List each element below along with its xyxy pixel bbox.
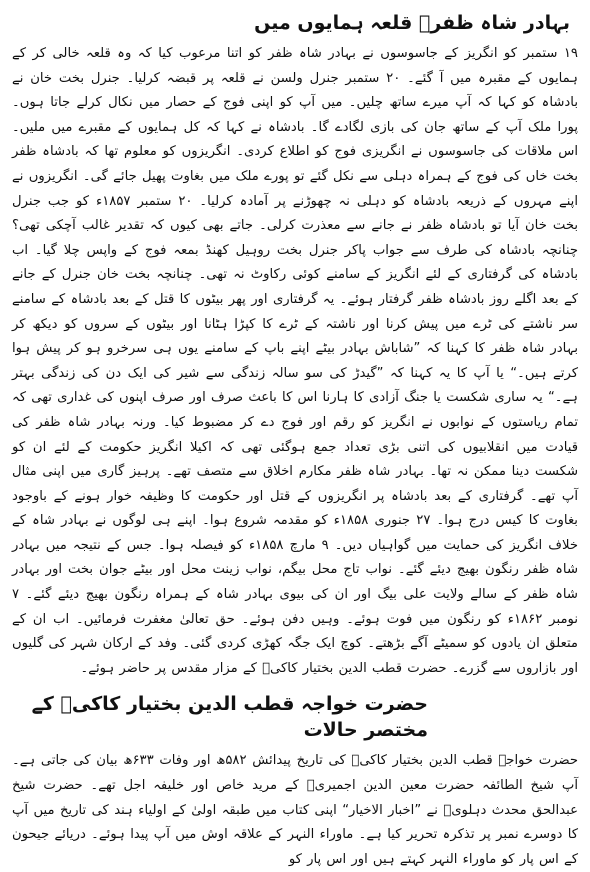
paragraph-qutbuddin: حضرت خواجہ قطب الدین بختیار کاکیؒ کی تاریخ پیدائش ۵۸۲ھ اور وفات ۶۳۳ھ بیان کی جاتی ہے۔ آپ شیخ الطائفہ حضرت معین الدین اجمیریؒ کے مرید خاص اور خلیفہ اجل تھے۔ حضرت شیخ عبدالحق محدث دہلویؒ نے ”اخبار الاخیار“ اپنی کتاب میں طبقہ اولیٰ کے اولیاء ہند کی تاریخ میں آپ کا دوسرے نمبر پر تذکرہ تحریر کیا ہے۔ ماوراء النہر کے علاقہ اوش میں آپ پیدا ہوئے۔ دریائے جیحون کے اس پار کو ماوراء النہر کہتے ہیں اور اس پار کو	[12, 753, 578, 867]
section-heading-qutbuddin: حضرت خواجہ قطب الدین بختیار کاکیؒ کے مختصر حالات	[31, 693, 428, 742]
paragraph-bahadur-shah: ۱۹ ستمبر کو انگریز کے جاسوسوں نے بہادر شاہ ظفر کو اتنا مرعوب کیا کہ وہ قلعہ خالی کر کے ہمایوں کے مقبرہ میں آ گئے۔ ۲۰ ستمبر جنرل ولسن نے قلعہ پر قبضہ کرلیا۔ جنرل بخت خان نے بادشاہ کو کہا کہ آپ میرے ساتھ چلیں۔ میں آپ کو اپنی فوج کے حصار میں نکال کرلے جاتا ہوں۔ پورا ملک آپ کے ساتھ جان کی بازی لگادے گا۔ بادشاہ نے کہا کہ کل ہمایوں کے مقبرے میں ملیں۔ اس ملاقات کی جاسوسوں نے انگریزی فوج کو اطلاع کردی۔ انگریزوں کو معلوم تھا کہ بادشاہ ظفر بخت خاں کی فوج کے ہمراہ دہلی سے نکل گئے تو پورے ملک میں بغاوت پھیل جائے گی۔ انگریزوں نے اپنے مہروں کے ذریعہ بادشاہ کو دہلی نہ چھوڑنے پر آمادہ کرلیا۔ ۲۰ ستمبر ۱۸۵۷ء کو جب جنرل بخت خان آیا تو بادشاہ ظفر نے جانے سے معذرت کرلی۔ جاتے بھی کیوں کہ تقدیر غالب آچکی تھی؟ چنانچہ بادشاہ کی طرف سے جواب پاکر جنرل بخت روہیل کھنڈ بمعہ فوج کے واپس چلا گیا۔ اب بادشاہ کی گرفتاری کے لئے انگریز کے سامنے کوئی رکاوٹ نہ تھی۔ چنانچہ بخت خان جنرل کے جانے کے بعد اگلے روز بادشاہ ظفر گرفتار ہوئے۔ یہ گرفتاری اور پھر بیٹوں کا قتل کے بعد بادشاہ کے سامنے سر ناشتے کی ٹرے میں پیش کرنا اور ناشتہ کے ٹرے کا کپڑا ہٹانا اور بیٹوں کے سروں کو دیکھ کر بہادر شاہ ظفر کا کہنا کہ ”شاباش بہادر بیٹے اپنے باپ کے سامنے یوں ہی سرخرو ہو کر پیش ہوا کرتے ہیں۔“ یا آپ کا یہ کہنا کہ ”گیدڑ کی سو سالہ زندگی سے شیر کی ایک دن کی زندگی بہتر ہے۔“ یہ ساری شکست یا جنگ آزادی کا ہارنا اس کا باعث صرف اور صرف اپنوں کی غداری تھی کہ تمام ریاستوں کے نوابوں نے انگریز کو رقم اور فوج دے کر مضبوط کیا۔ ورنہ بہادر شاہ ظفر کی قیادت میں انقلابیوں کی اتنی بڑی تعداد جمع ہوگئی تھی کہ اکیلا انگریز حکومت کے لئے ان کو شکست دینا ممکن نہ تھا۔ بہادر شاہ ظفر مکارم اخلاق سے متصف تھے۔ پرہیز گاری میں اپنی مثال آپ تھے۔ گرفتاری کے بعد بادشاہ پر انگریزوں کے قتل اور حکومت کا وظیفہ خوار ہونے کے باوجود بغاوت کا کیس درج ہوا۔ ۲۷ جنوری ۱۸۵۸ء کو مقدمہ شروع ہوا۔ اپنے ہی لوگوں نے بہادر شاہ کے خلاف انگریز کی حمایت میں گواہیاں دیں۔ ۹ مارچ ۱۸۵۸ء کو فیصلہ ہوا۔ جس کے نتیجہ میں بہادر شاہ ظفر رنگون بھیج دیئے گئے۔ نواب تاج محل بیگم، نواب زینت محل اور بیٹے جوان بخت اور بہادر شاہ ظفر کے سالے ولایت علی بیگ اور ان کی بیوی بہادر شاہ کے ہمراہ رنگون بھیج دیئے گئے۔ ۷ نومبر ۱۸۶۲ء کو رنگون میں فوت ہوئے۔ وہیں دفن ہوئے۔ حق تعالیٰ مغفرت فرمائیں۔ اب ان کے متعلق ان یادوں کو سمیٹے آگے بڑھتے۔ کوچ ایک جگہ کھڑی کردی گئی۔ وفد کے ارکان شہر کی گلیوں اور بازاروں سے گزرے۔ حضرت قطب الدین بختیار کاکیؒ کے مزار مقدس پر حاضر ہوئے۔	[12, 46, 579, 676]
section-heading-bahadur-shah: بہادر شاہ ظفرؒ قلعہ ہمایوں میں	[254, 12, 570, 34]
